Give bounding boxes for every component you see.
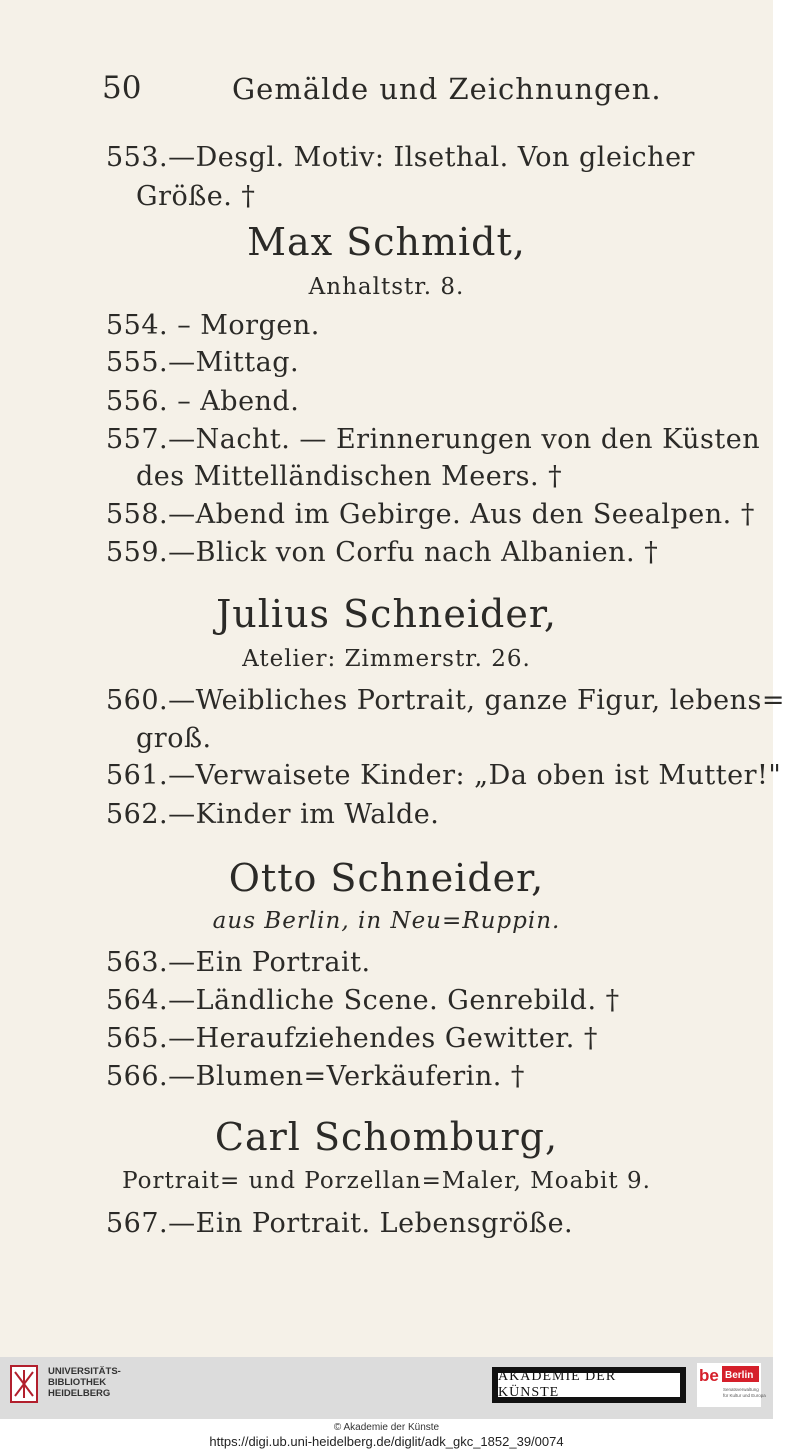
entry-554: 554. – Morgen. [106, 310, 320, 341]
entry-560-line2: groß. [136, 723, 212, 754]
entry-555: 555.—Mittag. [106, 347, 300, 378]
berlin-logo-caption1: Senatsverwaltung [723, 1387, 759, 1392]
berlin-senate-logo-icon[interactable] [697, 1363, 766, 1407]
source-url-link[interactable]: https://digi.ub.uni-heidelberg.de/diglit/adk_gkc_1852_39/0074 [209, 1434, 564, 1449]
artist-address-carl-schomburg: Portrait= und Porzellan=Maler, Moabit 9. [122, 1168, 651, 1194]
artist-name-julius-schneider: Julius Schneider, [216, 592, 557, 636]
copyright-notice: © Akademie der Künste [333, 1422, 440, 1433]
akademie-label: AKADEMIE DER KÜNSTE [497, 1372, 681, 1398]
ub-line-2: BIBLIOTHEK [48, 1377, 107, 1388]
running-title: Gemälde und Zeichnungen. [232, 72, 662, 106]
entry-558: 558.—Abend im Gebirge. Aus den Seealpen. † [106, 499, 755, 530]
akademie-logo[interactable] [492, 1367, 686, 1403]
entry-565: 565.—Heraufziehendes Gewitter. † [106, 1023, 598, 1054]
page-number: 50 [102, 70, 142, 106]
entry-561: 561.—Verwaisete Kinder: „Da oben ist Mutter!" [106, 760, 782, 791]
entry-557-line2: des Mittelländischen Meers. † [136, 461, 563, 492]
university-library-name [48, 1366, 121, 1399]
entry-567: 567.—Ein Portrait. Lebensgröße. [106, 1208, 574, 1239]
entry-566: 566.—Blumen=Verkäuferin. † [106, 1061, 525, 1092]
berlin-logo-word: Berlin [725, 1370, 754, 1381]
artist-address-max-schmidt: Anhaltstr. 8. [308, 274, 465, 300]
entry-553-line2: Größe. † [136, 181, 256, 212]
entry-559: 559.—Blick von Corfu nach Albanien. † [106, 537, 659, 568]
entry-564: 564.—Ländliche Scene. Genrebild. † [106, 985, 620, 1016]
entry-560-line1: 560.—Weibliches Portrait, ganze Figur, lebens= [106, 685, 785, 716]
entry-562: 562.—Kinder im Walde. [106, 799, 440, 830]
university-library-logo-icon [10, 1364, 38, 1404]
entry-553-line1: 553.—Desgl. Motiv: Ilsethal. Von gleicher [106, 142, 695, 173]
entry-557-line1: 557.—Nacht. — Erinnerungen von den Küsten [106, 424, 761, 455]
berlin-logo-be: be [699, 1366, 719, 1385]
ub-line-3: HEIDELBERG [48, 1388, 111, 1399]
berlin-logo-caption2: für Kultur und Europa [723, 1393, 766, 1398]
entry-563: 563.—Ein Portrait. [106, 947, 371, 978]
ub-line-1: UNIVERSITÄTS- [48, 1366, 121, 1377]
artist-address-julius-schneider: Atelier: Zimmerstr. 26. [242, 646, 531, 672]
artist-name-carl-schomburg: Carl Schomburg, [214, 1115, 559, 1159]
page-header [102, 70, 713, 114]
entry-556: 556. – Abend. [106, 386, 300, 417]
footer-band [0, 1357, 773, 1419]
artist-name-max-schmidt: Max Schmidt, [247, 220, 526, 264]
artist-address-otto-schneider: aus Berlin, in Neu=Ruppin. [212, 908, 561, 934]
artist-name-otto-schneider: Otto Schneider, [228, 856, 545, 900]
